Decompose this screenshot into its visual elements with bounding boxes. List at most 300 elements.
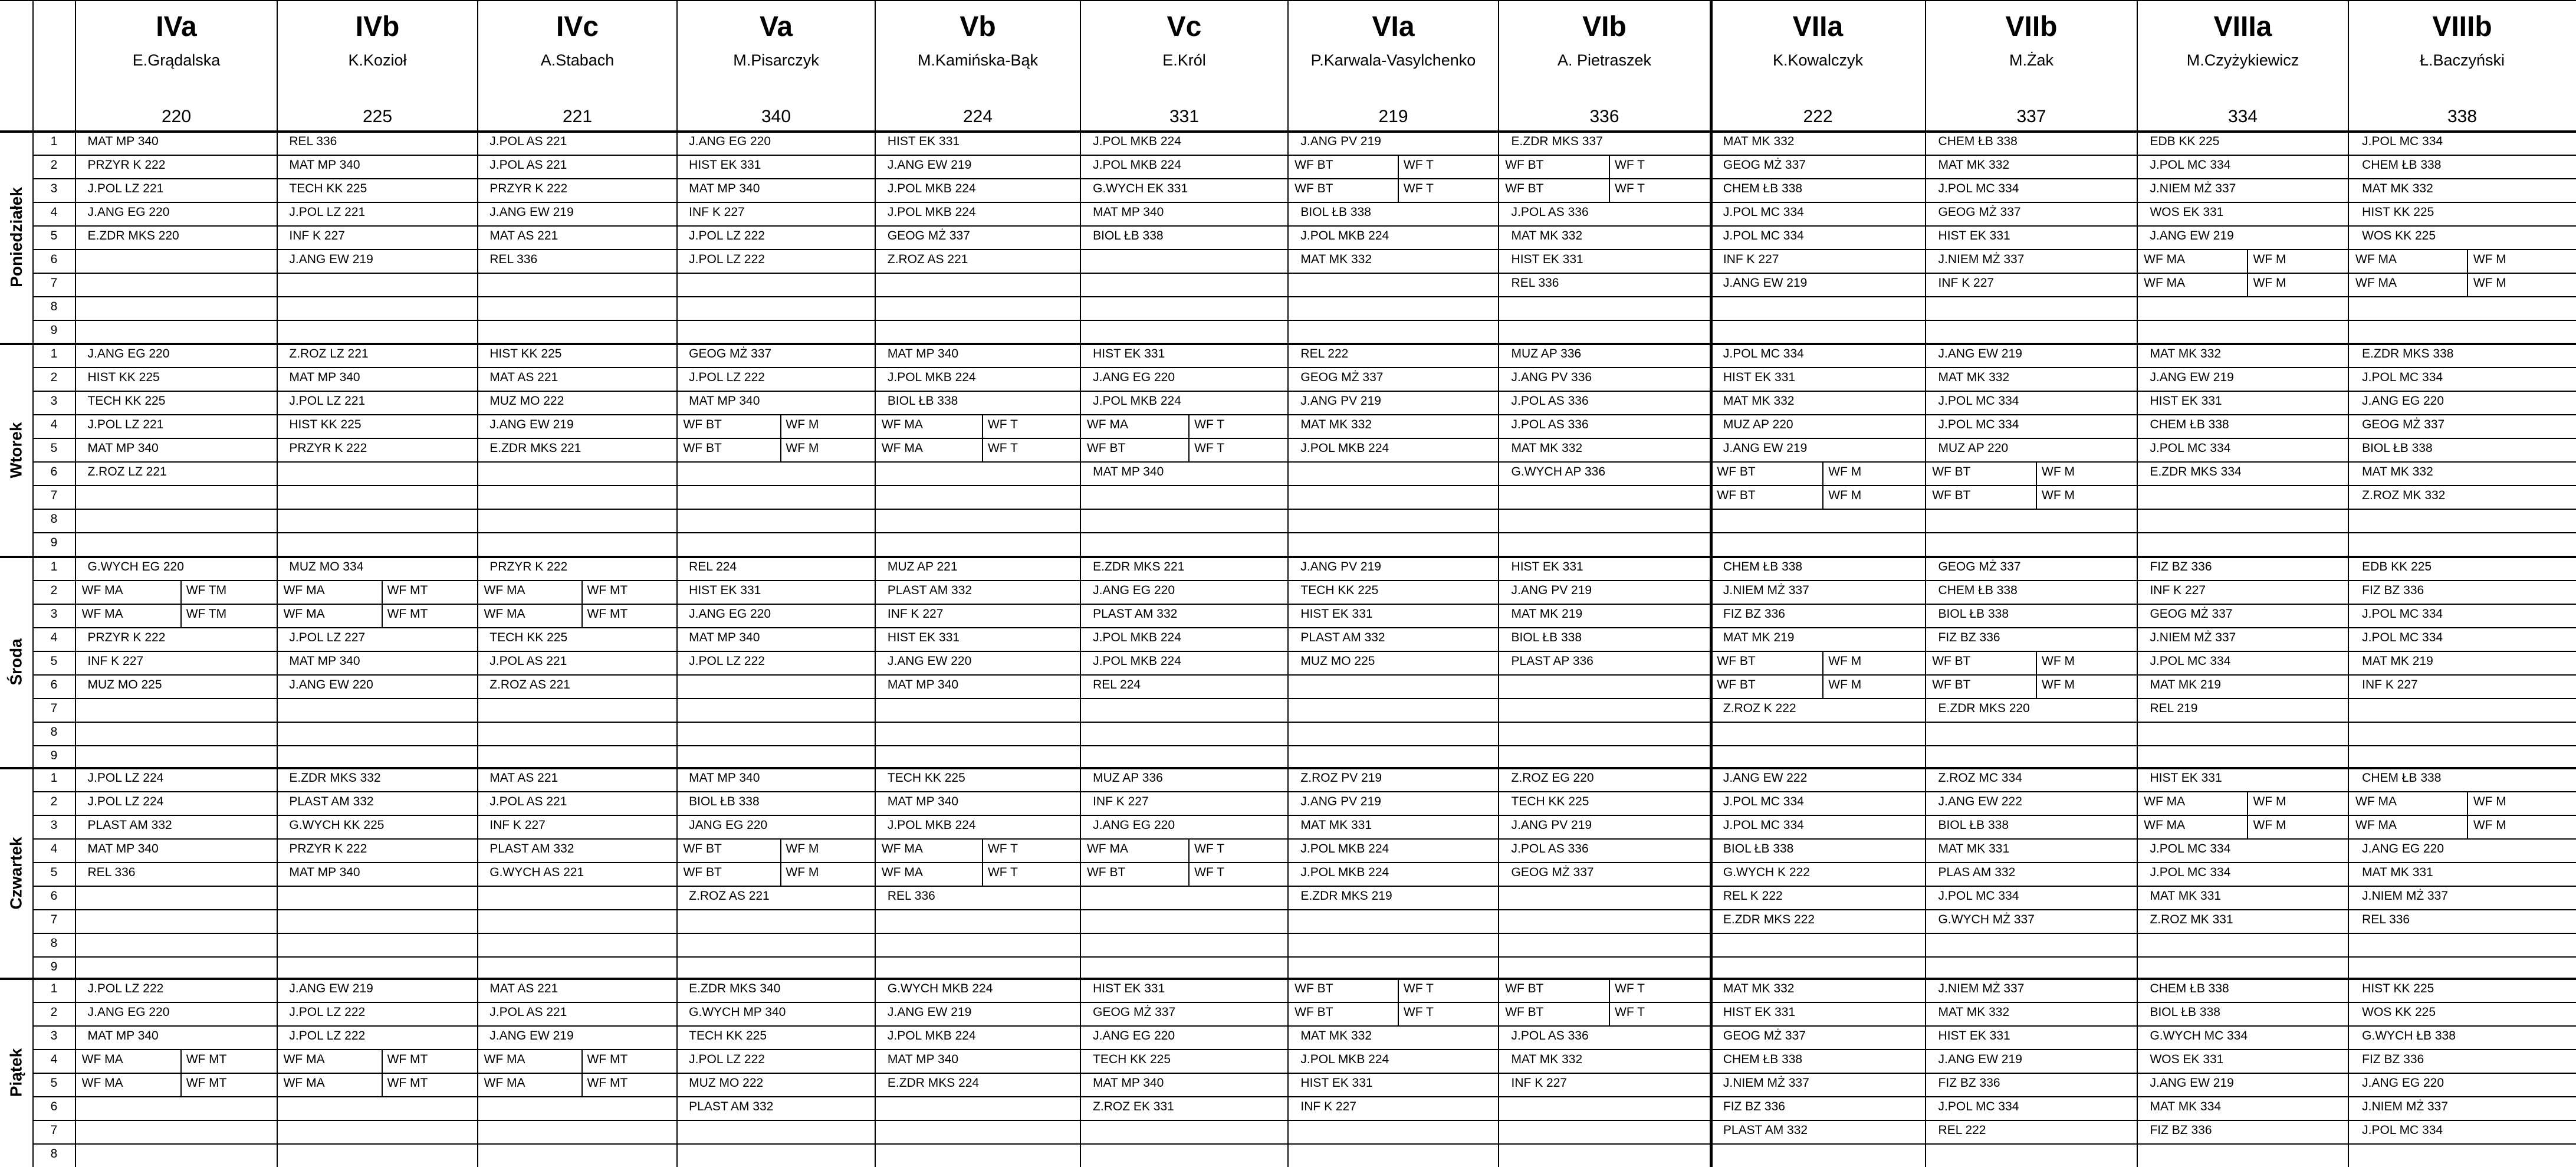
period-number: 7 <box>50 913 58 926</box>
lesson-entry: WF MA <box>2355 818 2397 832</box>
lesson-entry: WF M <box>2473 795 2506 808</box>
day-label <box>0 978 32 1167</box>
period-number: 7 <box>50 1123 58 1137</box>
lesson-entry: PLAST AM 332 <box>289 795 374 808</box>
lesson-entry: Z.ROZ PV 219 <box>1300 771 1382 785</box>
lesson-entry: CHEM ŁB 338 <box>1723 182 1803 195</box>
row-line <box>32 273 2576 274</box>
lesson-entry: J.ANG EW 219 <box>1938 1053 2022 1066</box>
day-label <box>0 768 32 978</box>
lesson-entry: WF MT <box>387 584 428 597</box>
lesson-entry: MUZ MO 222 <box>689 1076 764 1090</box>
period-number: 5 <box>50 441 58 455</box>
lesson-entry: WF BT <box>1932 654 1971 668</box>
row-line <box>32 933 2576 934</box>
lesson-entry: J.POL MKB 224 <box>1300 229 1389 242</box>
lesson-entry: J.ANG EW 219 <box>1723 276 1808 290</box>
period-number: 7 <box>50 276 58 290</box>
lesson-entry: PLAST AM 332 <box>887 584 972 597</box>
lesson-entry: J.ANG EG 220 <box>1093 371 1175 384</box>
lesson-entry: J.POL AS 221 <box>489 135 567 148</box>
lesson-entry: REL 336 <box>1511 276 1559 290</box>
lesson-entry: J.POL MC 334 <box>1938 182 2019 195</box>
column-line <box>32 0 34 1167</box>
lesson-entry: J.POL AS 336 <box>1511 842 1589 855</box>
split-divider <box>982 862 983 886</box>
split-divider <box>2036 651 2037 674</box>
lesson-entry: MAT AS 221 <box>489 982 558 995</box>
lesson-entry: MAT MK 219 <box>1723 631 1795 644</box>
row-line <box>32 1120 2576 1121</box>
period-number: 8 <box>50 512 58 526</box>
lesson-entry: HIST EK 331 <box>1300 607 1373 621</box>
lesson-entry: REL 336 <box>887 889 935 903</box>
lesson-entry: J.POL LZ 222 <box>289 1029 366 1043</box>
lesson-entry: J.ANG EW 219 <box>289 253 373 266</box>
lesson-entry: MUZ AP 220 <box>1723 418 1793 431</box>
lesson-entry: WF MA <box>283 1053 325 1066</box>
lesson-entry: E.ZDR MKS 337 <box>1511 135 1603 148</box>
lesson-entry: WF T <box>987 441 1018 455</box>
lesson-entry: REL 224 <box>689 560 737 573</box>
lesson-entry: E.ZDR MKS 332 <box>289 771 381 785</box>
lesson-entry: J.ANG PV 219 <box>1300 394 1381 408</box>
lesson-entry: MAT MP 340 <box>689 771 760 785</box>
lesson-entry: MAT MP 340 <box>689 394 760 408</box>
lesson-entry: WF T <box>1194 866 1225 879</box>
lesson-entry: CHEM ŁB 338 <box>1938 584 2018 597</box>
lesson-entry: MAT MK 332 <box>1511 1053 1583 1066</box>
lesson-entry: J.POL LZ 221 <box>87 182 164 195</box>
lesson-entry: J.POL MC 334 <box>2362 371 2443 384</box>
class-name: VIIIa <box>2213 11 2272 42</box>
day-name: Środa <box>6 638 25 686</box>
day-label <box>0 556 32 768</box>
lesson-entry: J.ANG EW 219 <box>887 1005 972 1019</box>
class-name: VIIb <box>2005 11 2058 42</box>
lesson-entry: GEOG MŻ 337 <box>887 229 970 242</box>
row-line <box>32 791 2576 792</box>
lesson-entry: INF K 227 <box>2150 584 2206 597</box>
class-teacher: A.Stabach <box>540 51 615 69</box>
class-room: 334 <box>2227 107 2258 126</box>
split-divider <box>180 1073 182 1096</box>
class-teacher: E.Król <box>1162 51 1206 69</box>
lesson-entry: REL K 222 <box>1723 889 1783 903</box>
lesson-entry: WF MA <box>1086 418 1128 431</box>
lesson-entry: WF MA <box>484 1053 525 1066</box>
lesson-entry: J.POL MKB 224 <box>1300 866 1389 879</box>
lesson-entry: PRZYR K 222 <box>289 441 367 455</box>
lesson-entry: WF M <box>2042 489 2075 502</box>
lesson-entry: REL 336 <box>489 253 538 266</box>
split-divider <box>1609 155 1610 178</box>
lesson-entry: J.POL LZ 222 <box>689 371 765 384</box>
period-number: 4 <box>50 1053 58 1066</box>
class-teacher: A. Pietraszek <box>1557 51 1652 69</box>
lesson-entry: WF BT <box>1505 982 1544 995</box>
lesson-entry: MAT MP 340 <box>887 347 959 360</box>
split-divider <box>2467 791 2468 815</box>
lesson-entry: FIZ BZ 336 <box>2150 1123 2212 1137</box>
lesson-entry: GEOG MŻ 337 <box>1938 560 2021 573</box>
lesson-entry: FIZ BZ 336 <box>1723 1100 1785 1113</box>
split-divider <box>780 862 781 886</box>
period-number: 8 <box>50 300 58 313</box>
class-room: 222 <box>1803 107 1833 126</box>
row-line <box>32 651 2576 652</box>
lesson-entry: WF M <box>1828 654 1862 668</box>
lesson-entry: E.ZDR MKS 340 <box>689 982 781 995</box>
lesson-entry: WF M <box>786 866 819 879</box>
split-divider <box>2467 815 2468 838</box>
lesson-entry: J.POL MC 334 <box>1723 205 1804 219</box>
split-divider <box>382 1073 383 1096</box>
class-room: 337 <box>2016 107 2046 126</box>
lesson-entry: MUZ MO 225 <box>1300 654 1375 668</box>
split-divider <box>581 580 583 604</box>
period-number: 9 <box>50 536 58 549</box>
lesson-entry: HIST EK 331 <box>689 158 761 172</box>
lesson-entry: J.POL MKB 224 <box>1093 158 1181 172</box>
class-name: VIb <box>1582 11 1627 42</box>
lesson-entry: GEOG MŻ 337 <box>2362 418 2445 431</box>
lesson-entry: MAT MP 340 <box>887 1053 959 1066</box>
lesson-entry: WF M <box>2042 654 2075 668</box>
class-teacher: E.Grądalska <box>132 51 221 69</box>
day-name: Czwartek <box>6 837 25 909</box>
lesson-entry: J.NIEM MŻ 337 <box>1938 982 2025 995</box>
lesson-entry: INF K 227 <box>887 607 944 621</box>
lesson-entry: J.POL MKB 224 <box>1300 441 1389 455</box>
lesson-entry: Z.ROZ AS 221 <box>689 889 770 903</box>
split-divider <box>1398 155 1399 178</box>
lesson-entry: PRZYR K 222 <box>289 842 367 855</box>
period-number: 5 <box>50 229 58 242</box>
lesson-entry: G.WYCH EG 220 <box>87 560 184 573</box>
lesson-entry: WF MT <box>587 607 628 621</box>
column-line <box>1287 0 1289 1167</box>
lesson-entry: WF BT <box>683 441 722 455</box>
lesson-entry: J.POL MC 334 <box>2150 158 2231 172</box>
lesson-entry: J.POL MKB 224 <box>887 1029 976 1043</box>
lesson-entry: BIOL ŁB 338 <box>2362 441 2433 455</box>
lesson-entry: MAT MP 340 <box>289 866 360 879</box>
lesson-entry: MAT MK 332 <box>1511 441 1583 455</box>
lesson-entry: J.ANG EW 219 <box>489 205 574 219</box>
lesson-entry: WF MT <box>387 1053 428 1066</box>
lesson-entry: MUZ AP 220 <box>1938 441 2009 455</box>
period-number: 8 <box>50 936 58 950</box>
lesson-entry: HIST KK 225 <box>489 347 562 360</box>
lesson-entry: G.WYCH MŻ 337 <box>1938 913 2035 926</box>
row-line <box>32 1049 2576 1050</box>
lesson-entry: J.POL MKB 224 <box>887 818 976 832</box>
lesson-entry: MAT MK 332 <box>2150 347 2222 360</box>
column-line <box>875 0 876 1167</box>
class-teacher: M.Żak <box>2009 51 2053 69</box>
row-line <box>32 1096 2576 1097</box>
lesson-entry: MAT MP 340 <box>87 135 159 148</box>
lesson-entry: INF K 227 <box>87 654 144 668</box>
period-number: 2 <box>50 1005 58 1019</box>
lesson-entry: REL 219 <box>2150 701 2198 715</box>
lesson-entry: TECH KK 225 <box>289 182 367 195</box>
lesson-entry: WF M <box>2473 276 2506 290</box>
lesson-entry: WF BT <box>1294 1005 1333 1019</box>
lesson-entry: WF MA <box>881 418 923 431</box>
lesson-entry: INF K 227 <box>1511 1076 1568 1090</box>
day-name: Wtorek <box>6 422 25 478</box>
period-number: 4 <box>50 842 58 855</box>
lesson-entry: INF K 227 <box>1723 253 1779 266</box>
lesson-entry: Z.ROZ MC 334 <box>1938 771 2022 785</box>
lesson-entry: J.POL LZ 221 <box>289 394 366 408</box>
period-number: 2 <box>50 584 58 597</box>
column-line <box>2137 0 2138 1167</box>
split-divider <box>1398 1002 1399 1025</box>
lesson-entry: HIST EK 331 <box>2150 771 2222 785</box>
lesson-entry: J.POL LZ 222 <box>289 1005 366 1019</box>
split-divider <box>2036 674 2037 698</box>
lesson-entry: HIST EK 331 <box>1093 982 1165 995</box>
period-number: 6 <box>50 678 58 691</box>
lesson-entry: J.POL MC 334 <box>1938 394 2019 408</box>
lesson-entry: INF K 227 <box>289 229 345 242</box>
lesson-entry: G.WYCH EK 331 <box>1093 182 1188 195</box>
split-divider <box>581 1049 583 1073</box>
lesson-entry: INF K 227 <box>2362 678 2418 691</box>
lesson-entry: E.ZDR MKS 334 <box>2150 465 2242 478</box>
lesson-entry: J.ANG EW 219 <box>489 1029 574 1043</box>
lesson-entry: PLAST AM 332 <box>689 1100 774 1113</box>
lesson-entry: MAT MP 340 <box>887 678 959 691</box>
lesson-entry: TECH KK 225 <box>489 631 568 644</box>
split-divider <box>180 1049 182 1073</box>
lesson-entry: WF M <box>2473 253 2506 266</box>
lesson-entry: E.ZDR MKS 338 <box>2362 347 2454 360</box>
lesson-entry: WOS EK 331 <box>2150 205 2224 219</box>
row-line <box>32 438 2576 439</box>
lesson-entry: J.ANG EW 222 <box>1723 771 1808 785</box>
period-number: 6 <box>50 465 58 478</box>
lesson-entry: WF BT <box>1717 678 1756 691</box>
lesson-entry: HIST EK 331 <box>1093 347 1165 360</box>
lesson-entry: PRZYR K 222 <box>87 631 166 644</box>
lesson-entry: WF M <box>2042 465 2075 478</box>
column-line <box>1498 0 1499 1167</box>
split-divider <box>982 438 983 461</box>
lesson-entry: REL 336 <box>289 135 337 148</box>
lesson-entry: J.ANG EW 219 <box>2150 371 2234 384</box>
period-number: 1 <box>50 135 58 148</box>
lesson-entry: GEOG MŻ 337 <box>1723 158 1806 172</box>
lesson-entry: WF M <box>2253 795 2286 808</box>
lesson-entry: CHEM ŁB 338 <box>2362 771 2442 785</box>
lesson-entry: WF BT <box>1505 182 1544 195</box>
lesson-entry: WF T <box>987 842 1018 855</box>
lesson-entry: Z.ROZ EG 220 <box>1511 771 1594 785</box>
split-divider <box>780 414 781 438</box>
lesson-entry: WF MT <box>587 1053 628 1066</box>
lesson-entry: J.POL AS 221 <box>489 795 567 808</box>
lesson-entry: J.ANG EG 220 <box>689 135 771 148</box>
lesson-entry: J.POL MKB 224 <box>1300 1053 1389 1066</box>
lesson-entry: HIST EK 331 <box>1300 1076 1373 1090</box>
lesson-entry: PLAST AM 332 <box>1093 607 1178 621</box>
lesson-entry: J.ANG EW 220 <box>289 678 373 691</box>
lesson-entry: GEOG MŻ 337 <box>2150 607 2233 621</box>
period-number: 1 <box>50 560 58 573</box>
split-divider <box>1188 414 1190 438</box>
lesson-entry: WF T <box>1194 842 1225 855</box>
period-number: 2 <box>50 371 58 384</box>
lesson-entry: Z.ROZ LZ 221 <box>289 347 369 360</box>
lesson-entry: J.POL AS 336 <box>1511 1029 1589 1043</box>
lesson-entry: PRZYR K 222 <box>87 158 166 172</box>
lesson-entry: BIOL ŁB 338 <box>1511 631 1582 644</box>
lesson-entry: WF MA <box>283 584 325 597</box>
split-divider <box>2467 249 2468 273</box>
lesson-entry: WF M <box>786 441 819 455</box>
split-divider <box>780 838 781 862</box>
lesson-entry: PLAS AM 332 <box>1938 866 2016 879</box>
lesson-entry: GEOG MŻ 337 <box>689 347 772 360</box>
period-number: 6 <box>50 253 58 266</box>
lesson-entry: MAT MK 332 <box>1300 1029 1372 1043</box>
lesson-entry: WF T <box>1194 418 1225 431</box>
lesson-entry: MAT MK 332 <box>1723 394 1795 408</box>
lesson-entry: J.ANG PV 219 <box>1300 560 1381 573</box>
lesson-entry: MUZ AP 336 <box>1511 347 1582 360</box>
class-room: 338 <box>2447 107 2478 126</box>
lesson-entry: J.POL MC 334 <box>1723 347 1804 360</box>
class-teacher: Ł.Baczyński <box>2419 51 2505 69</box>
split-divider <box>382 1049 383 1073</box>
lesson-entry: GEOG MŻ 337 <box>1093 1005 1176 1019</box>
lesson-entry: PRZYR K 222 <box>489 560 568 573</box>
split-divider <box>1822 485 1823 509</box>
lesson-entry: E.ZDR MKS 222 <box>1723 913 1815 926</box>
lesson-entry: WF BT <box>683 842 722 855</box>
lesson-entry: HIST KK 225 <box>87 371 160 384</box>
lesson-entry: WF BT <box>1086 441 1126 455</box>
lesson-entry: MAT MK 332 <box>2362 182 2433 195</box>
lesson-entry: MAT MK 331 <box>1938 842 2010 855</box>
lesson-entry: J.POL AS 336 <box>1511 205 1589 219</box>
split-divider <box>1188 838 1190 862</box>
lesson-entry: WF T <box>1615 158 1645 172</box>
row-line <box>32 745 2576 746</box>
lesson-entry: MAT AS 221 <box>489 229 558 242</box>
split-divider <box>1398 978 1399 1002</box>
lesson-entry: WF BT <box>1932 489 1971 502</box>
period-number: 1 <box>50 347 58 360</box>
lesson-entry: WF MT <box>186 1053 227 1066</box>
lesson-entry: J.POL MC 334 <box>1938 889 2019 903</box>
lesson-entry: GEOG MŻ 337 <box>1511 866 1594 879</box>
lesson-entry: MAT MP 340 <box>289 158 360 172</box>
lesson-entry: MAT MP 340 <box>1093 205 1164 219</box>
lesson-entry: HIST EK 331 <box>1511 253 1583 266</box>
lesson-entry: MAT MK 332 <box>1938 371 2010 384</box>
lesson-entry: WF MT <box>587 1076 628 1090</box>
lesson-entry: CHEM ŁB 338 <box>2150 982 2229 995</box>
lesson-entry: REL 336 <box>2362 913 2410 926</box>
lesson-entry: WF M <box>2253 253 2286 266</box>
lesson-entry: J.POL MC 334 <box>1723 795 1804 808</box>
lesson-entry: WF T <box>1615 1005 1645 1019</box>
lesson-entry: REL 224 <box>1093 678 1141 691</box>
class-name: Va <box>759 11 793 42</box>
lesson-entry: WF MA <box>881 842 923 855</box>
lesson-entry: WF MA <box>2355 276 2397 290</box>
lesson-entry: MAT MK 219 <box>2150 678 2222 691</box>
period-number: 5 <box>50 866 58 879</box>
lesson-entry: J.ANG PV 336 <box>1511 371 1592 384</box>
class-room: 225 <box>362 107 393 126</box>
lesson-entry: HIST EK 331 <box>887 135 960 148</box>
lesson-entry: MAT MP 340 <box>887 795 959 808</box>
period-number: 2 <box>50 158 58 172</box>
lesson-entry: MAT MK 332 <box>1723 135 1795 148</box>
period-number: 2 <box>50 795 58 808</box>
row-line <box>32 532 2576 533</box>
row-line <box>32 367 2576 368</box>
split-divider <box>2247 791 2248 815</box>
lesson-entry: WF MA <box>283 607 325 621</box>
column-line <box>277 0 278 1167</box>
period-number: 6 <box>50 1100 58 1113</box>
lesson-entry: G.WYCH MC 334 <box>2150 1029 2248 1043</box>
row-line <box>32 225 2576 227</box>
lesson-entry: MAT MK 332 <box>1300 418 1372 431</box>
lesson-entry: WF BT <box>1717 489 1756 502</box>
lesson-entry: WF MA <box>81 607 123 621</box>
lesson-entry: HIST KK 225 <box>2362 982 2434 995</box>
lesson-entry: MAT MK 332 <box>1511 229 1583 242</box>
lesson-entry: WF BT <box>1717 654 1756 668</box>
lesson-entry: J.POL MKB 224 <box>1300 842 1389 855</box>
split-divider <box>1609 178 1610 202</box>
lesson-entry: MAT MK 331 <box>2150 889 2222 903</box>
lesson-entry: WF T <box>987 866 1018 879</box>
lesson-entry: WF MA <box>881 866 923 879</box>
row-line <box>32 580 2576 581</box>
lesson-entry: WF MT <box>387 1076 428 1090</box>
day-name: Piątek <box>6 1048 25 1097</box>
row-line <box>32 461 2576 463</box>
lesson-entry: EDB KK 225 <box>2362 560 2432 573</box>
class-room: 220 <box>161 107 192 126</box>
row-line <box>32 178 2576 179</box>
class-teacher: K.Kozioł <box>348 51 407 69</box>
lesson-entry: WF M <box>2253 818 2286 832</box>
class-teacher: M.Kamińska-Bąk <box>917 51 1039 69</box>
lesson-entry: FIZ BZ 336 <box>1723 607 1785 621</box>
row-line <box>32 391 2576 392</box>
lesson-entry: Z.ROZ AS 221 <box>489 678 570 691</box>
row-line <box>32 886 2576 887</box>
lesson-entry: CHEM ŁB 338 <box>1723 560 1803 573</box>
row-line <box>32 604 2576 605</box>
split-divider <box>2036 461 2037 485</box>
row-line <box>32 485 2576 486</box>
lesson-entry: J.ANG PV 219 <box>1511 584 1592 597</box>
lesson-entry: J.ANG EG 220 <box>1093 1029 1175 1043</box>
lesson-entry: J.POL MC 334 <box>1938 1100 2019 1113</box>
lesson-entry: BIOL ŁB 338 <box>689 795 760 808</box>
